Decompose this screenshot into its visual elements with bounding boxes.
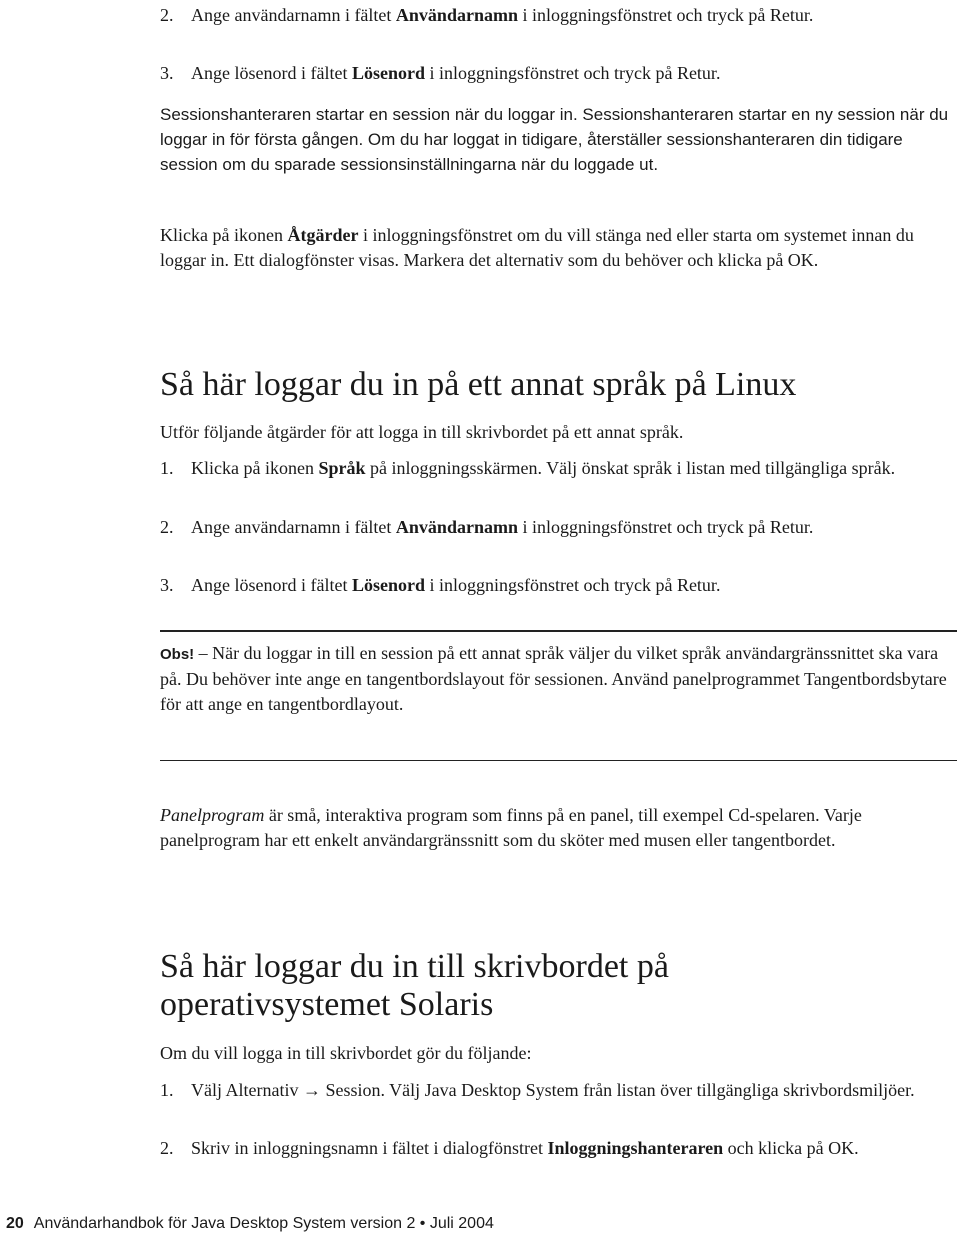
note-top-rule [160,630,957,632]
panel-term: Panelprogram [160,805,265,825]
footer-title: Användarhandbok för Java Desktop System version 2 • Juli 2004 [33,1215,494,1232]
list-item: 1. Välj Alternativ → Session. Välj Java Desktop System från listan över tillgängliga skrivbordsmiljöer. [160,1078,950,1103]
page-footer [6,1214,494,1234]
list-number: 3. [160,63,174,83]
page-number: 20 [6,1215,24,1232]
panel-paragraph: Panelprogram är små, interaktiva program som finns på en panel, till exempel Cd-spelaren. Varje panelprogram har ett enkelt användargränssnitt som du sköter med musen eller tangentbordet. [160,805,862,850]
field-name: Lösenord [351,575,425,595]
field-name: Inloggningshanteraren [547,1138,724,1158]
note: Obs! – När du loggar in till en session på ett annat språk väljer du vilket språk användargränssnittet ska vara på. Du behöver inte ange en tangentbordslayout för sessionen. Använd panelprogrammet Tangentbordsbytare för att ange en tangentbordlayout. [160,643,947,714]
section-intro: Utför följande åtgärder för att logga in till skrivbordet på ett annat språk. [160,422,684,442]
list-number: 1. [160,1080,174,1100]
field-name: Språk [318,458,366,478]
actions-term: Åtgärder [287,225,359,245]
list-number: 2. [160,1138,174,1158]
section-intro: Om du vill logga in till skrivbordet gör du följande: [160,1043,532,1063]
list-item: 1. Klicka på ikonen Språk på inloggningsskärmen. Välj önskat språk i listan med tillgängliga språk. [160,456,950,481]
list-item: 3. Ange lösenord i fältet Lösenord i inloggningsfönstret och tryck på Retur. [160,573,950,598]
note-label: Obs! [160,646,195,663]
list-number: 2. [160,517,174,537]
field-name: Lösenord [351,63,425,83]
list-number: 1. [160,458,174,478]
section-heading: Så här loggar du in till skrivbordet på operativsystemet Solaris [160,948,669,1023]
section-heading: Så här loggar du in på ett annat språk på Linux [160,366,797,403]
actions-paragraph: Klicka på ikonen Åtgärder i inloggningsfönstret om du vill stänga ned eller starta om systemet innan du loggar in. Ett dialogfönster visas. Markera det alternativ som du behöver och klicka på OK. [160,225,914,270]
session-paragraph: Sessionshanteraren startar en session när du loggar in. Sessionshanteraren startar en ny session när du loggar in för första gången. Om du har loggat in tidigare, återställer sessionshanteraren din tidigare session om du sparade sessionsinställningarna när du loggade ut. [160,105,949,174]
list-item: 3. Ange lösenord i fältet Lösenord i inloggningsfönstret och tryck på Retur. [160,61,950,86]
list-item: 2. Ange användarnamn i fältet Användarnamn i inloggningsfönstret och tryck på Retur. [160,3,950,28]
list-item: 2. Ange användarnamn i fältet Användarnamn i inloggningsfönstret och tryck på Retur. [160,515,950,540]
list-number: 3. [160,575,174,595]
field-name: Användarnamn [395,517,518,537]
field-name: Användarnamn [395,5,518,25]
note-bottom-rule [160,760,957,761]
list-number: 2. [160,5,174,25]
list-item: 2. Skriv in inloggningsnamn i fältet i dialogfönstret Inloggningshanteraren och klicka på OK. [160,1136,950,1161]
menu-arrow: → [302,1080,321,1100]
